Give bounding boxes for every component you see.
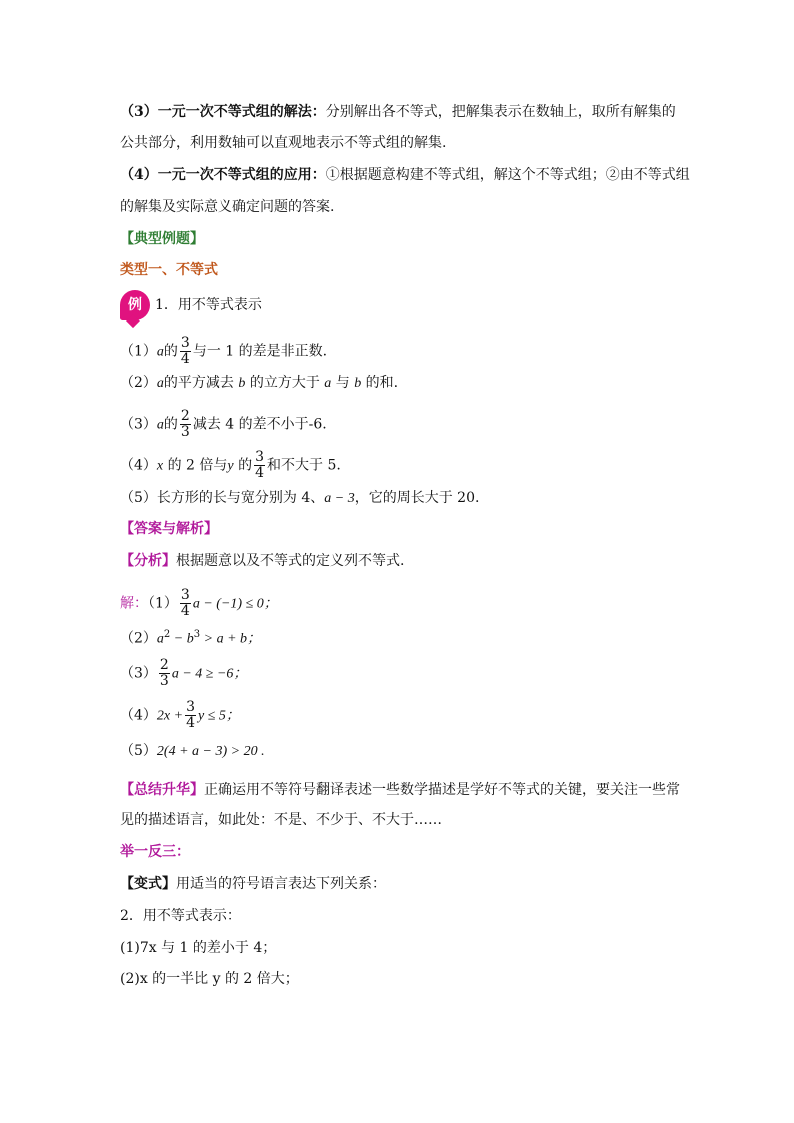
math-expression: − b <box>170 631 194 647</box>
item-text: 的和. <box>365 375 399 391</box>
item-text: 与一 1 的差是非正数. <box>192 343 328 360</box>
item-prefix: （5） <box>120 743 157 759</box>
item-text: （5）长方形的长与宽分别为 4、 <box>120 490 325 506</box>
item-prefix: （1） <box>148 595 178 612</box>
item-text: 的 <box>163 416 178 433</box>
fraction-numerator: 2 <box>159 657 169 673</box>
fraction-numerator: 2 <box>180 408 190 424</box>
summary-text: 正确运用不等符号翻译表述一些数学描述是学好不等式的关键，要关注一些常 <box>204 782 680 798</box>
solution-line-3 <box>120 658 247 689</box>
math-expression: 2x + <box>156 708 184 724</box>
section4-colon: ： <box>311 167 326 183</box>
var-a: a <box>156 631 164 647</box>
solution-line-2 <box>120 625 261 650</box>
section4-text1: ①根据题意构建不等式组，解这个不等式组；②由不等式组 <box>325 167 690 183</box>
fraction-numerator: 3 <box>180 587 190 603</box>
question-2-part-1: (1)7x 与 1 的差小于 4； <box>120 940 277 956</box>
math-expression: a − (−1) ≤ 0； <box>192 596 278 612</box>
fraction-denominator: 3 <box>180 424 190 440</box>
example-intro: 1．用不等式表示 <box>155 297 262 313</box>
practice-header: 举一反三： <box>120 844 190 860</box>
math-expression: > a + b； <box>200 631 262 647</box>
item-prefix: （3） <box>120 665 157 682</box>
variant-label: 【变式】 <box>120 876 176 892</box>
section3-text1: 分别解出各不等式，把解集表示在数轴上，取所有解集的 <box>325 104 676 120</box>
summary-line-1 <box>120 780 680 800</box>
summary-label: 【总结升华】 <box>120 782 204 798</box>
fraction-numerator: 3 <box>180 335 190 351</box>
fraction <box>159 658 170 689</box>
item-text: 的立方大于 <box>249 375 320 391</box>
solution-label: 解： <box>120 595 148 612</box>
answer-header: 【答案与解析】 <box>120 521 218 537</box>
item-text: 的 <box>238 457 253 474</box>
analysis-text: 根据题意以及不等式的定义列不等式. <box>176 553 405 569</box>
var-b: b <box>238 376 246 391</box>
item-prefix: （3） <box>120 416 157 433</box>
solution-line-4 <box>120 700 240 731</box>
section4-line1 <box>120 165 690 185</box>
example-item-3 <box>120 409 327 440</box>
fraction-numerator: 3 <box>186 699 196 715</box>
section3-line2: 公共部分，利用数轴可以直观地表示不等式组的解集. <box>120 135 447 151</box>
section3-line1 <box>120 102 676 122</box>
item-prefix: （2） <box>120 375 157 391</box>
math-expression: y ≤ 5； <box>198 708 240 724</box>
example-item-5 <box>120 488 479 509</box>
fraction <box>254 450 265 481</box>
item-text: ，它的周长大于 20. <box>354 490 480 506</box>
type1-header: 类型一、不等式 <box>120 262 218 278</box>
expression: a − 3 <box>324 491 355 506</box>
item-prefix: （4） <box>120 707 157 724</box>
var-a: a <box>324 376 332 391</box>
var-a: a <box>156 376 164 391</box>
fraction <box>180 588 191 619</box>
typical-examples-header: 【典型例题】 <box>120 231 204 247</box>
item-prefix: （2） <box>120 630 157 647</box>
summary-line-2: 见的描述语言，如此处：不是、不少于、不大于…… <box>120 812 442 828</box>
analysis-label: 【分析】 <box>120 553 176 569</box>
exponent: 2 <box>163 629 171 640</box>
section3-colon: ： <box>311 104 326 120</box>
fraction-denominator: 4 <box>180 351 190 367</box>
var-x: x <box>156 458 164 474</box>
section3-label: （3）一元一次不等式组的解法 <box>120 104 312 120</box>
item-text: 的平方减去 <box>163 375 234 391</box>
math-expression: 2(4 + a − 3) > 20 . <box>156 744 265 759</box>
fraction-denominator: 3 <box>159 673 169 689</box>
fraction <box>180 336 191 367</box>
var-y: y <box>227 458 234 474</box>
example-item-1 <box>120 336 327 367</box>
fraction-denominator: 4 <box>255 465 264 481</box>
variant-text: 用适当的符号语言表达下列关系： <box>176 876 386 892</box>
example-badge-icon: 例 <box>120 290 150 320</box>
variant-line <box>120 874 386 894</box>
fraction <box>180 409 191 440</box>
fraction-denominator: 4 <box>180 603 190 619</box>
example-item-4 <box>120 450 341 481</box>
exponent: 3 <box>193 629 201 640</box>
var-a: a <box>156 417 164 433</box>
math-expression: a − 4 ≥ −6； <box>171 666 248 682</box>
solution-line-5 <box>120 741 265 762</box>
question-2-part-2: (2)x 的一半比 y 的 2 倍大； <box>120 971 299 987</box>
fraction-numerator: 3 <box>255 449 264 465</box>
item-text: 的 2 倍与 <box>167 457 228 474</box>
item-prefix: （4） <box>120 457 157 474</box>
item-text: 与 <box>335 375 350 391</box>
question-2: 2．用不等式表示： <box>120 908 241 924</box>
item-text: 的 <box>163 343 178 360</box>
example-item-2 <box>120 373 398 394</box>
fraction <box>185 700 196 731</box>
var-a: a <box>156 344 164 360</box>
var-b: b <box>354 376 362 391</box>
fraction-denominator: 4 <box>186 715 196 731</box>
section4-label: （4）一元一次不等式组的应用 <box>120 167 312 183</box>
section4-line2: 的解集及实际意义确定问题的答案. <box>120 199 335 215</box>
item-text: 减去 4 的差不小于-6. <box>192 416 327 433</box>
item-prefix: （1） <box>120 343 157 360</box>
item-text: 和不大于 5. <box>267 457 341 474</box>
solution-line-1 <box>120 588 278 619</box>
analysis-line <box>120 551 404 571</box>
